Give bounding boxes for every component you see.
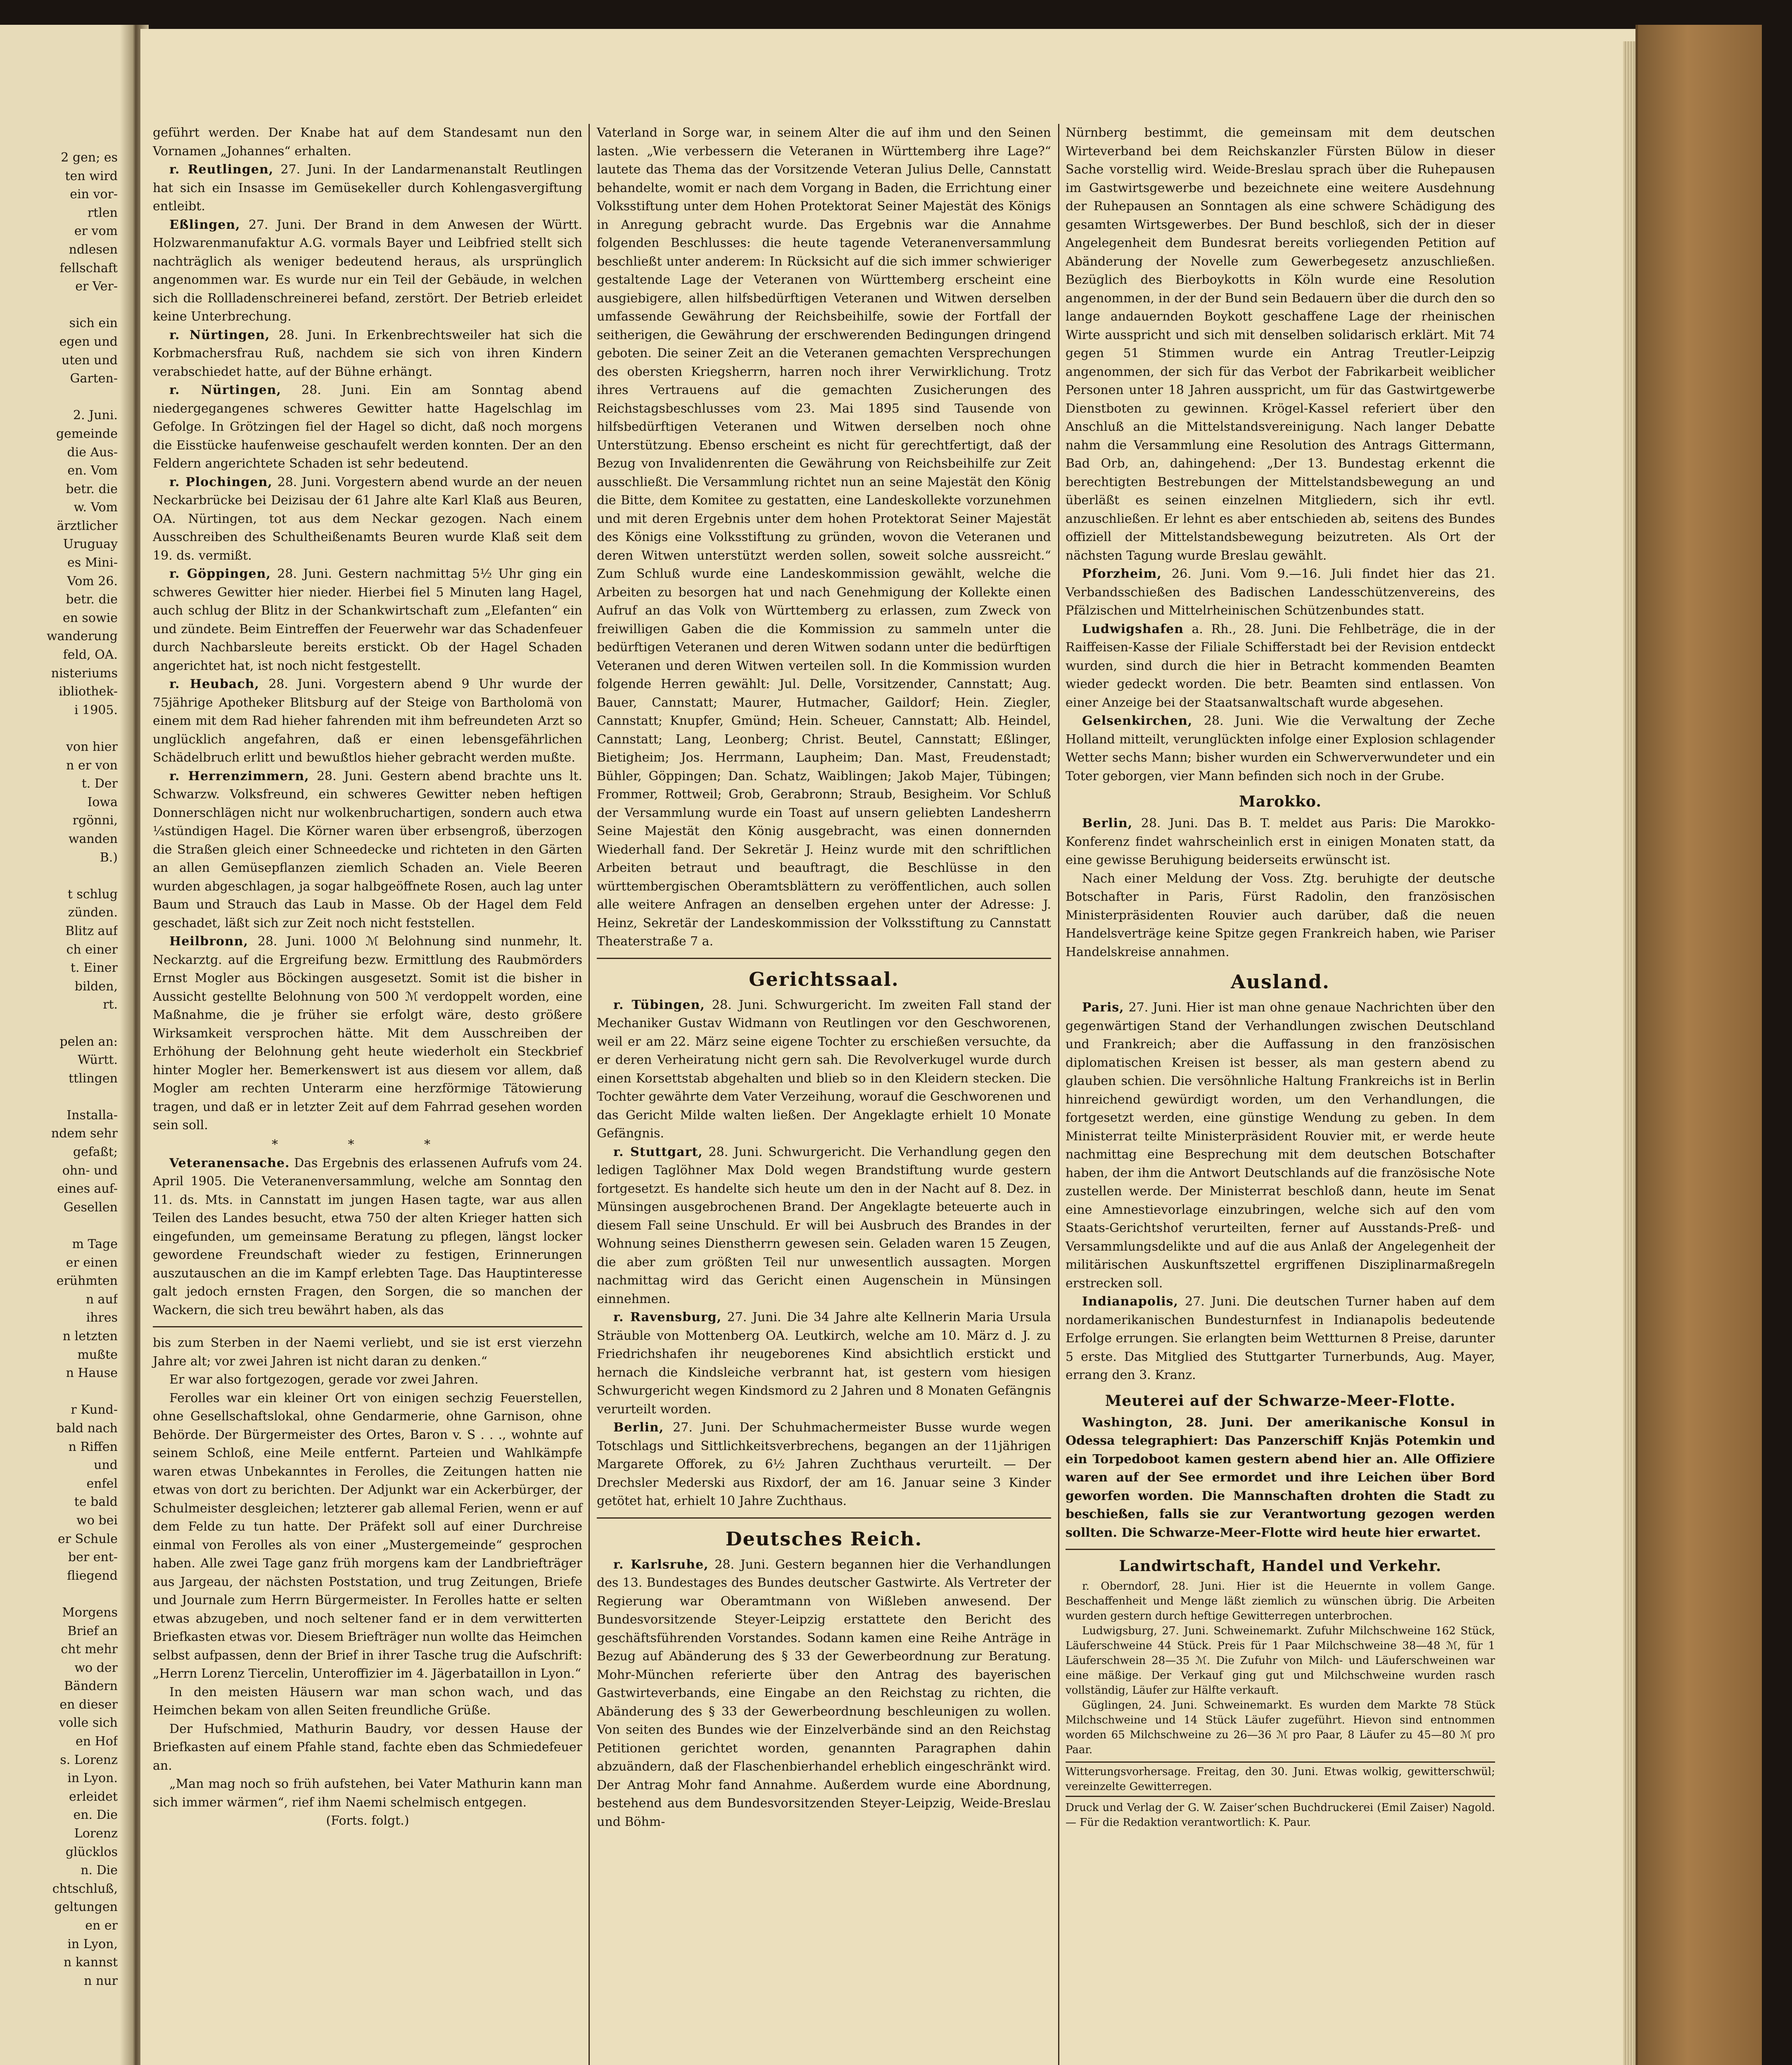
article: [153, 675, 582, 767]
left-page-fragment: n Hause: [66, 1366, 118, 1381]
left-page-fragment: ttlingen: [69, 1071, 118, 1086]
left-page-fragment: Iowa: [87, 795, 118, 809]
article: [153, 473, 582, 565]
dateline: Gelsenkirchen,: [1082, 714, 1193, 728]
left-page-fragment: [0, 296, 118, 315]
article: [597, 1308, 1051, 1419]
dateline: Pforzheim,: [1082, 567, 1162, 581]
article-text: Nach einer Meldung der Voss. Ztg. beruhigte der deutsche Botschafter in Paris, Fürst Radolin, den französischen Ministerpräsidenten Rouvier auch darüber, daß die neuen Handelsverträge keine Spitze gegen Frankreich haben, wie Pariser Handelskreise annahmen.: [1066, 871, 1495, 959]
feuilleton-text: In den meisten Häusern war man schon wach, und das Heimchen bekam von allen Seiten freundliche Grüße.: [153, 1685, 582, 1718]
left-page-fragment: rgönni,: [72, 813, 118, 828]
left-page-fragment: Württ.: [78, 1053, 118, 1068]
left-page-fragment: 2. Juni.: [73, 408, 118, 423]
left-page-fragment: rtlen: [87, 205, 118, 220]
dateline: r. Göppingen,: [169, 567, 271, 581]
section-heading-deutsches-reich: Deutsches Reich.: [725, 1527, 923, 1550]
article: [1066, 1293, 1495, 1385]
feuilleton-text: bis zum Sterben in der Naemi verliebt, und sie ist erst vierzehn Jahre alt; vor zwei Jahren ist nicht daran zu denken.“: [153, 1336, 582, 1369]
dateline: r. Nürtingen,: [169, 328, 270, 342]
left-page-fragment: egen und: [59, 334, 118, 349]
left-page-fragment: erleidet: [69, 1789, 118, 1804]
left-page-fragment: ärztlicher: [57, 518, 118, 533]
left-page-fragment: volle sich: [59, 1716, 118, 1730]
left-page-fragment: zünden.: [68, 905, 118, 920]
feuilleton-text: Ferolles war ein kleiner Ort von einigen sechzig Feuerstellen, ohne Gesellschaftslokal, ohne Gendarmerie, ohne Garnison, ohne Behörde. Der Bürgermeister des Ortes, Baron v. S . . ., wohnte auf seinem Schloß, eine Meile entfernt. Parteien und Wahlkämpfe waren etwas Unbekanntes in Ferolles, die Zeitungen hatten nie etwas von dort zu berichten. Der Adjunkt war ein Ackerbürger, der Schulmeister desgleichen; letzterer gab allemal Ferien, wenn er auf dem Felde zu tun hatte. Der Präfekt soll auf einer Durchreise einmal von Ferolles als von einer „Mustergemeinde“ gesprochen haben. Alle zwei Tage ganz früh morgens kam der Landbriefträger aus Jargeau, der nächsten Poststation, und trug Zeitungen, Briefe und Journale zum Herrn Bürgermeister. In Ferolles hatte er selten etwas abzugeben, und noch seltener fand er in dem verwitterten Briefkasten etwas vor. Diesem Briefträger nun wollte das Heimchen selbst aufpassen, denn der Brief in ihrer Tasche trug die Aufschrift: „Herrn Lorenz Tiercelin, Unteroffizier im 4. Jägerbataillon in Lyon.“: [153, 1391, 582, 1681]
left-page-fragment: erühmten: [56, 1274, 118, 1289]
article: [153, 565, 582, 675]
left-page-fragment: ten wird: [65, 169, 118, 183]
left-page-fragment: fliegend: [67, 1568, 118, 1583]
article-text: 28. Juni. Ein am Sonntag abend niedergegangenes schweres Gewitter hatte Hagelschlag im Gefolge. In Grötzingen fiel der Hagel so dicht, daß noch morgens die Eisstücke haufenweise geschaufelt werden konnten. Der an den Feldern angerichtete Schaden ist sehr bedeutend.: [153, 383, 582, 471]
left-page-fragment: [0, 1088, 118, 1106]
dateline: r. Plochingen,: [169, 475, 273, 489]
left-page-fragment: nisteriums: [51, 666, 118, 681]
left-page-fragment: ohn- und: [62, 1163, 118, 1178]
left-page-fragment: wo bei: [76, 1513, 118, 1528]
left-page-fragment: [0, 388, 118, 407]
left-page-fragment: n letzten: [62, 1329, 118, 1343]
left-page-fragment: es Mini-: [67, 555, 118, 570]
left-page-fragment: er einen: [66, 1255, 118, 1270]
left-page-fragment: n kannst: [63, 1955, 118, 1970]
left-page-fragment: r Kund-: [71, 1403, 118, 1417]
column-3: [1066, 124, 1495, 1830]
article-text: Nürnberg bestimmt, die gemeinsam mit dem deutschen Wirteverband bei dem Reichskanzler Fürsten Bülow in dieser Sache vorstellig wird. Weide-Breslau sprach über die Ruhepausen im Gastwirtsgewerbe und bezeichnete eine weitere Ausdehnung der Ruhepausen an Sonntagen als eine schwere Schädigung des gesamten Wirtsgewerbes. Der Bund beschloß, sich der in dieser Angelegenheit dem Bundesrat bereits vorliegenden Petition auf Abänderung der Novelle zum Gewerbegesetz anzuschließen. Bezüglich des Bierboykotts in Köln wurde eine Resolution angenommen, in der der Bund sein Bedauern über die durch den so lange andauernden Boykott geschaffene Lage der rheinischen Wirte ausspricht und sich mit denselben solidarisch erklärt. Mit 74 gegen 51 Stimmen wurde ein Antrag Treutler-Leipzig angenommen, der sich für das Verbot der Fabrikarbeit weiblicher Personen unter 18 Jahren ausspricht, um für das Gastwirtgewerbe Dienstboten zu gewinnen. Krögel-Kassel referiert über den Anschluß an die Mittelstandsvereinigung. Nach langer Debatte nahm die Versammlung eine Resolution des Antrags Gittermann, Bad Orb, an, dahingehend: „Der 13. Bundestag erkennt die berechtigten Bestrebungen der Mittelstandsbewegung an und überläßt es seinen einzelnen Mitgliedern, sich ihr evtl. anzuschließen. Er lehnt es aber entschieden ab, seitens des Bundes offiziell der Mittelstandsbewegung beizutreten. Als Ort der nächsten Tagung wurde Breslau gewählt.: [1066, 126, 1495, 563]
section-heading-gerichtssaal: Gerichtssaal.: [749, 968, 899, 990]
market-reports: [1066, 1579, 1495, 1757]
left-page-fragment: t. Der: [81, 776, 118, 791]
left-page-fragment: er Schule: [58, 1531, 118, 1546]
section-divider: [597, 1517, 1051, 1519]
left-page-fragment: und: [94, 1458, 118, 1473]
left-page-fragment: von hier: [66, 740, 118, 754]
article-text: 28. Juni. Vorgestern abend wurde an der neuen Neckarbrücke bei Deizisau der 61 Jahre alte Karl Klaß aus Beuren, OA. Nürtingen, tot aus dem Neckar gezogen. Nach einem Ausschreiben des Schultheißenamts Beuren wurde Klaß seit dem 19. ds. vermißt.: [153, 475, 583, 563]
left-page-fragment: gefaßt;: [73, 1145, 118, 1160]
left-page-fragment: enfel: [86, 1476, 118, 1491]
dateline: Berlin,: [1082, 816, 1133, 831]
column-2: [597, 124, 1051, 1831]
section-heading-marokko: Marokko.: [1239, 793, 1322, 810]
article: [1066, 999, 1495, 1293]
article-text: 27. Juni. Die deutschen Turner haben auf dem nordamerikanischen Bundesturnfest in Indianapolis bedeutende Erfolge errungen. Sie erlangten beim Wettturnen 8 Preise, darunter 5 erste. Das Mitglied des Stuttgarter Turnerbunds, Aug. Mayer, errang den 3. Kranz.: [1066, 1294, 1495, 1382]
column-1: [153, 124, 582, 1830]
left-page-fragment: [0, 1585, 118, 1604]
left-page-fragment: s. Lorenz: [60, 1752, 118, 1767]
left-page-fragment: m Tage: [72, 1237, 118, 1252]
left-page-edge: [0, 25, 140, 2065]
left-page-fragment: n. Die: [81, 1863, 118, 1878]
left-page-fragment: geltungen: [54, 1900, 118, 1915]
article-text: Das Ergebnis des erlassenen Aufrufs vom 24. April 1905. Die Veteranenversammlung, welche am Sonntag den 11. ds. Mts. in Cannstatt im jungen Hasen tagte, war aus allen Teilen des Landes besucht, etwa 750 der alten Krieger hatten sich eingefunden, um gemeinsame Beratung zu pflegen, längst locker gewordene Freundschaft wieder zu festigen, Erinnerungen auszutauschen an die im Kampf erlebten Tage. Das Hauptinteresse galt jedoch ernsten Fragen, den Sorgen, die so manchen der Wackern, die sich treu bewährt haben, als das: [153, 1156, 582, 1317]
dateline: Berlin,: [613, 1420, 664, 1435]
left-page-fragment: en. Vom: [67, 463, 118, 478]
left-page-fragment: Bändern: [64, 1679, 118, 1694]
weather-text: Witterungsvorhersage. Freitag, den 30. Juni. Etwas wolkig, gewitterschwül; vereinzelte Gewitterregen.: [1066, 1766, 1495, 1793]
left-page-fragment: Blitz auf: [65, 923, 118, 938]
article-text: 27. Juni. In der Landarmenanstalt Reutlingen hat sich ein Insasse im Gemüsekeller durch Kohlengasvergiftung entleibt.: [153, 162, 582, 214]
article-text: 28. Juni. Vorgestern abend 9 Uhr wurde der 75jährige Apotheker Blitsburg auf der Steige von Bartholomä von einem mit dem Rad hieher fahrenden mit ihm befreundeten Arzt so unglücklich angefahren, daß er einen lebensgefährlichen Schädelbruch erlitt und bewußtlos hieher gebracht werden mußte.: [153, 677, 582, 765]
weather-forecast: [1066, 1761, 1495, 1797]
article-text: 28. Juni. 1000 ℳ Belohnung sind nunmehr, lt. Neckarztg. auf die Ergreifung bezw. Ermittlung des Raubmörders Ernst Mogler aus Böckingen ausgesetzt. Somit ist die bisher in Aussicht gestellte Belohnung von 500 ℳ verdoppelt worden, eine Maßnahme, die je früher sie erfolgt wäre, desto größere Wirksamkeit versprochen hätte. Mit dem Ausschreiben der Erhöhung der Belohnung geht heute wiederholt ein Steckbrief hinter Mogler her. Bemerkenswert ist aus diesem vor allem, daß Mogler am rechten Unterarm eine herzförmige Tätowierung tragen, und daß er in letzter Zeit auf dem Fahrrad gesehen worden sein soll.: [153, 934, 582, 1132]
article: [153, 381, 582, 473]
left-page-fragment: en sowie: [62, 610, 118, 625]
left-page-fragment: wanderung: [46, 629, 118, 644]
column-rule: [1058, 124, 1059, 2065]
left-page-fragment: Vom 26.: [67, 574, 118, 589]
left-page-fragment: ihres: [86, 1310, 118, 1325]
dateline: r. Stuttgart,: [613, 1144, 703, 1159]
left-page-fragment: Uruguay: [63, 537, 118, 552]
left-page-fragment: ndlesen: [69, 242, 118, 257]
dateline: r. Nürtingen,: [169, 383, 281, 397]
left-page-fragment: mußte: [77, 1347, 118, 1362]
left-page-fragment: Gesellen: [63, 1200, 118, 1215]
left-page-fragment: ein vor-: [70, 187, 118, 202]
left-page-fragment: w. Vom: [74, 500, 118, 515]
dateline: Heilbronn,: [169, 934, 249, 949]
left-page-fragment: [0, 719, 118, 738]
article-text: Vaterland in Sorge war, in seinem Alter die auf ihm und den Seinen lasten. „Wie verbessern die Veteranen in Württemberg ihre Lage?“ lautete das Thema das der Vorsitzende Veteran Julius Delle, Cannstatt behandelte, womit er nach dem Vorgang in Baden, die Errichtung einer Volksstiftung unter dem Hohen Protektorat Seiner Majestät des Königs in Anregung gebracht wurde. Das Ergebnis war die Annahme folgenden Beschlusses: die heute tagende Veteranenversammlung beschließt unter anderem: In Rücksicht auf die sich immer schwieriger gestaltende Lage der Veteranen von Württemberg erscheint eine ausgiebigere, allen hilfsbedürftigen Veteranen und Witwen derselben umfassende Gewährung der Reichsbeihilfe, sowie der Fortfall der seitherigen, die Gewährung der erschwerenden Bedingungen dringend geboten. Die seiner Zeit an die Veteranen gemachten Versprechungen des obersten Kriegsherrn, harren noch ihrer Verwirklichung. Trotz ihres Vertrauens auf die gemachten Zusicherungen des Reichstagsbeschlusses vom 23. Mai 1895 sind Tausende von hilfsbedürftigen Veteranen und Witwen derselben noch ohne Unterstützung. Ebenso erscheint es nicht für gerechtfertigt, daß der Bezug von Invalidenrenten die Gewährung von Reichsbeihilfe zur Zeit ausschließt. Die Versammlung richtet nun an seine Majestät den König die Bitte, dem Komitee zu gestatten, eine Landeskollekte vorzunehmen und mit deren Ergebnis unter dem hohen Protektorat Seiner Majestät des Königs eine Volksstiftung zu gründen, wovon die Veteranen und deren Witwen unterstützt werden sollen, soweit solche aussreicht.“ Zum Schluß wurde eine Landeskommission gewählt, welche die Arbeiten zu besorgen hat und nach Genehmigung der Kollekte einen Aufruf an das Volk von Württemberg zu erlassen, zum Zweck von freiwilligen Gaben die die Kommission zu sammeln unter die bedürftigen Veteranen und deren Witwen sodann unter die bedürftigen Veteranen und deren Witwen verteilen soll. In die Kommission wurden folgende Herren gewählt: Jul. Delle, Vorsitzender, Cannstatt; Aug. Bauer, Cannstatt; Maurer, Hutmacher, Gaildorf; Hein. Ziegler, Cannstatt; Knupfer, Gmünd; Hein. Scheuer, Cannstatt; Alb. Heindel, Cannstatt; Lang, Leonberg; Christ. Beutel, Cannstatt; Eßlinger, Bietigheim; Jos. Herrmann, Laupheim; Dan. Mast, Freudenstadt; Bühler, Göppingen; Dan. Schatz, Waiblingen; Jakob Majer, Tübingen; Frommer, Rottweil; Grob, Gerabronn; Straub, Besigheim. Vor Schluß der Versammlung wurde ein Toast auf unsern geliebten Landesherrn Seine Majestät den König ausgebracht, was einen donnernden Wiederhall fand. Der Sekretär J. Heinz wurde mit den schriftlichen Arbeiten betraut und beauftragt, die Beschlüsse in den württembergischen Oberamtsblättern zu veröffentlichen, auch sollen alle weitere Anfragen an denselben ergehen unter der Adresse: J. Heinz, Sekretär der Landeskommission der Volksstiftung zu Cannstatt Theaterstraße 7 a.: [597, 126, 1051, 949]
section-heading-meuterei: Meuterei auf der Schwarze-Meer-Flotte.: [1105, 1392, 1456, 1410]
left-page-fragment: feld, OA.: [63, 648, 118, 662]
left-page-fragment: Brief an: [67, 1624, 118, 1638]
market-report: Güglingen, 24. Juni. Schweinemarkt. Es wurden dem Markte 78 Stück Milchschweine und 14 Stück Läufer zugeführt. Hievon sind entnommen worden 65 Milchschweine zu 26—36 ℳ pro Paar, 8 Läufer zu 45—80 ℳ pro Paar.: [1066, 1699, 1495, 1756]
imprint: Druck und Verlag der G. W. Zaiser’schen Buchdruckerei (Emil Zaiser) Nagold. — Für die Redaktion verantwortlich: K. Paur.: [1066, 1802, 1495, 1829]
left-page-fragment: Garten-: [70, 371, 118, 386]
left-page-fragment: Installa-: [66, 1108, 118, 1123]
left-page-fragment: [0, 867, 118, 885]
article: [597, 1419, 1051, 1511]
article-text: 28. Juni. Der amerikanische Konsul in Odessa telegraphiert: Das Panzerschiff Knjäs Potemkin und ein Torpedoboot kamen gestern abend hier an. Alle Offiziere waren auf der See ermordet und ihre Leichen über Bord geworfen worden. Die Mannschaften drohten die Stadt zu beschießen, falls sie zur Verantwortung gezogen werden sollten. Die Schwarze-Meer-Flotte wird heute hier erwartet.: [1066, 1415, 1495, 1540]
article-text: 28. Juni. In Erkenbrechtsweiler hat sich die Korbmachersfrau Ruß, nachdem sie sich von ihren Kindern verabschiedet hatte, auf der Bühne erhängt.: [153, 328, 582, 379]
left-page-fragment: uten und: [62, 353, 118, 368]
left-page-fragment: en er: [85, 1918, 118, 1933]
article: [597, 996, 1051, 1143]
left-page-fragment: sich ein: [69, 316, 118, 331]
article-text: 28. Juni. Schwurgericht. Die Verhandlung gegen den ledigen Taglöhner Max Dold wegen Brandstiftung wurde gestern fortgesetzt. Es handelte sich heute um den in der Nacht auf 8. Dez. in Münsingen ausgebrochenen Brand. Der Angeklagte beteuerte auch in diesem Fall seine Unschuld. Er will bei Ausbruch des Brandes in der Wohnung seines Dienstherrn gewesen sein. Geladen waren 15 Zeugen, die aber zum größten Teil nur unwesentlich aussagten. Morgen nachmittag wird das Gericht einen Augenschein in Münsingen einnehmen.: [597, 1144, 1051, 1306]
article: [1066, 712, 1495, 786]
left-page-fragment: betr. die: [66, 592, 118, 607]
left-page-fragment: chtschluß,: [52, 1881, 118, 1896]
left-page-fragment: wanden: [68, 831, 118, 846]
left-page-fragment: n er von: [66, 758, 118, 773]
article-text: 27. Juni. Die 34 Jahre alte Kellnerin Maria Ursula Sträuble von Mottenberg OA. Leutkirch, welche am 10. März d. J. zu Friedrichshafen ihr neugeborenes Kind absichtlich erstickt und hernach die Kindsleiche verbrannt hat, ist gestern vom hiesigen Schwurgericht wegen Kindsmord zu 2 Jahren und 8 Monaten Gefängnis verurteilt worden.: [597, 1310, 1051, 1417]
left-page-fragment: en Hof: [76, 1734, 118, 1749]
left-page-fragment: bald nach: [56, 1421, 118, 1436]
section-heading-landwirtschaft: Landwirtschaft, Handel und Verkehr.: [1119, 1557, 1442, 1575]
dateline: Eßlingen,: [169, 217, 240, 232]
article: [153, 933, 582, 1135]
article: [597, 1556, 1051, 1832]
article: [153, 767, 582, 933]
article-text: a. Rh., 28. Juni. Die Fehlbeträge, die in der Raiffeisen-Kasse der Filiale Schifferstadt bei der Revision entdeckt wurden, sind durch die hier in Betracht kommenden Beamten wieder gedeckt worden. Die betr. Beamten sind entlassen. Von einer Anzeige bei der Staatsanwaltschaft wurde abgesehen.: [1066, 622, 1495, 710]
left-page-fragment: bilden,: [74, 979, 118, 994]
left-page-fragment: ch einer: [66, 942, 118, 957]
left-page-fragment: betr. die: [66, 482, 118, 496]
book-cover: [1635, 25, 1762, 2065]
article: [153, 1154, 582, 1320]
article-text: 27. Juni. Der Brand in dem Anwesen der Württ. Holzwarenmanufaktur A.G. vormals Bayer und Leibfried stellt sich nachträglich als weniger bedeutend heraus, als ursprünglich angenommen war. Es wurde nur ein Teil der Gebäude, in welchen sich die Rollladenschreinerei befand, zerstört. Der Betrieb erleidet keine Unterbrechung.: [153, 217, 582, 324]
article: [1066, 1414, 1495, 1543]
left-page-fragment: glücklos: [65, 1844, 118, 1859]
left-page-fragment: fellschaft: [59, 261, 118, 275]
feuilleton-text: Er war also fortgezogen, gerade vor zwei Jahren.: [169, 1372, 479, 1387]
dateline: r. Heubach,: [169, 677, 259, 691]
article-text: 28. Juni. Schwurgericht. Im zweiten Fall stand der Mechaniker Gustav Widmann von Reutlingen vor den Geschworenen, weil er am 22. März seine eigene Tochter zu erschießen versuchte, da er deren Verheiratung nicht gern sah. Die Revolverkugel wurde durch einen Korsettstab abgehalten und blieb so in den Kleidern stecken. Die Tochter gewährte dem Vater Verzeihung, worauf die Geschworenen und das Gericht Milde walten ließen. Der Angeklagte erhielt 10 Monate Gefängnis.: [597, 997, 1051, 1141]
left-page-fragment: ndem sehr: [51, 1126, 118, 1141]
feuilleton-text: „Man mag noch so früh aufstehen, bei Vater Mathurin kann man sich immer wärmen“, rief ihm Naemi schelmisch entgegen.: [153, 1777, 582, 1810]
article-text: 28. Juni. Gestern begannen hier die Verhandlungen des 13. Bundestages des Bundes deutscher Gastwirte. Als Vertreter der Regierung war Oberamtmann von Wißleben anwesend. Der Bundesvorsitzende Steyer-Leipzig erstattete den Bericht des geschäftsführenden Vorstandes. Sodann kamen eine Reihe Anträge in Bezug auf Abänderung des § 33 der Gewerbeordnung zur Beratung. Mohr-München referierte über den Antrag des bayerischen Gastwirteverbands, eine Eingabe an den Reichstag zu richten, die Abänderung des § 33 der Gewerbeordnung beschleunigen zu wollen. Von seiten des Bundes wie der Einzelverbände sind an den Reichstag Petitionen gerichtet worden, genannten Paragraphen dahin abzuändern, daß der Flaschenbierhandel erheblich eingeschränkt wird. Der Antrag Mohr fand Annahme. Außerdem wurde eine Abordnung, bestehend aus dem Bundesvorsitzenden Steyer-Leipzig, Weide-Breslau und Böhm-: [597, 1557, 1051, 1829]
left-page-fragment: Morgens: [62, 1605, 118, 1620]
article-text: 26. Juni. Vom 9.—16. Juli findet hier das 21. Verbandsschießen des Badischen Landesschützenvereins, des Pfälzischen und Mittelrheinischen Schützenbundes statt.: [1066, 567, 1495, 618]
article-text: 28. Juni. Gestern nachmittag 5½ Uhr ging ein schweres Gewitter hier nieder. Hierbei fiel 5 Minuten lang Hagel, auch schlug der Blitz in der Schankwirtschaft zum „Elefanten“ ein und zündete. Beim Eintreffen der Feuerwehr war das Schadenfeuer durch Nachbarsleute bereits erstickt. Ob der Hagel Schaden angerichtet hat, ist noch nicht festgestellt.: [153, 567, 583, 673]
left-page-fragment: cht mehr: [61, 1642, 118, 1657]
left-page-fragment: er Ver-: [75, 279, 118, 294]
section-stars: * * *: [271, 1137, 464, 1152]
dateline: r. Tübingen,: [613, 997, 705, 1012]
left-page-fragment: in Lyon.: [67, 1771, 118, 1786]
article: [597, 1143, 1051, 1309]
article-text: geführt werden. Der Knabe hat auf dem Standesamt nun den Vornamen „Johannes“ erhalten.: [153, 126, 582, 159]
left-page-fragment: die Aus-: [67, 445, 118, 460]
left-page-fragment: [0, 1014, 118, 1033]
article-text: 28. Juni. Wie die Verwaltung der Zeche Holland mitteilt, verunglückten infolge einer Explosion schlagender Wetter sechs Mann; bisher wurden ein Schwerverwundeter und ein Toter geborgen, vier Mann befinden sich noch in der Grube.: [1066, 714, 1495, 783]
market-report: r. Oberndorf, 28. Juni. Hier ist die Heuernte in vollem Gange. Beschaffenheit und Menge läßt ziemlich zu wünschen übrig. Die Arbeiten wurden gestern durch heftige Gewitterregen unterbrochen.: [1066, 1580, 1495, 1622]
continued-note: (Forts. folgt.): [326, 1813, 409, 1828]
dateline: Washington,: [1082, 1415, 1173, 1430]
left-page-fragment: ber ent-: [68, 1550, 118, 1565]
left-page-fragment: t. Einer: [70, 961, 118, 976]
article: [153, 216, 582, 326]
left-page-fragment: [0, 1217, 118, 1235]
left-page-fragment: Lorenz: [74, 1826, 118, 1841]
article-text: 28. Juni. Das B. T. meldet aus Paris: Die Marokko-Konferenz findet wahrscheinlich erst in einigen Monaten statt, da eine gewisse Beruhigung beiderseits erwünscht ist.: [1066, 816, 1495, 867]
left-page-fragment: gemeinde: [56, 426, 118, 441]
left-page-fragment: pelen an:: [59, 1034, 118, 1049]
left-page-fragment: rt.: [103, 997, 118, 1012]
dateline: r. Reutlingen,: [169, 162, 274, 177]
article-text: 27. Juni. Der Schuhmachermeister Busse wurde wegen Totschlags und Sittlichkeitsverbrechens, begangen an der 11jährigen Margarete Offorek, zu 6½ Jahren Zuchthaus verurteilt. — Der Drechsler Mederski aus Rixdorf, der am 16. Januar seine 3 Kinder getötet hat, erhielt 10 Jahre Zuchthaus.: [597, 1420, 1051, 1508]
feuilleton: [153, 1334, 582, 1830]
left-page-fragment: i 1905.: [74, 703, 118, 717]
left-page-fragment: eines auf-: [57, 1182, 118, 1196]
column-rule: [589, 124, 590, 2065]
left-page-fragment: te bald: [74, 1495, 118, 1510]
left-page-fragment: [0, 1383, 118, 1401]
dateline: r. Herrenzimmern,: [169, 769, 309, 783]
left-page-fragment: 2 gen; es: [61, 150, 118, 165]
feuilleton-text: Der Hufschmied, Mathurin Baudry, vor dessen Hause der Briefkasten auf einem Pfahle stand, fachte eben das Schmiedefeuer an.: [153, 1721, 582, 1773]
section-divider: [1066, 1549, 1495, 1550]
article: [153, 326, 582, 382]
article: [1066, 565, 1495, 620]
dateline: Veteranensache.: [169, 1156, 290, 1170]
feuilleton-divider: [153, 1326, 582, 1327]
article-text: 27. Juni. Hier ist man ohne genaue Nachrichten über den gegenwärtigen Stand der Verhandlungen zwischen Deutschland und Frankreich; aber die Auffassung in den französischen diplomatischen Kreisen ist besser, als man gestern abend zu glauben schien. Die versöhnliche Haltung Frankreichs ist in Berlin hinreichend gewürdigt worden, um den Verhandlungen, die fortgesetzt werden, eine günstige Wendung zu geben. In dem Ministerrat teilte Ministerpräsident Rouvier mit, er werde heute nachmittag eine Besprechung mit dem deutschen Botschafter haben, der ihm die Antwort Deutschlands auf die französische Note zustellen werde. Der Ministerrat beschloß dann, heute im Senat eine Amnestievorlage einzubringen, welche sich auf den vom Staats-Gerichtshof verurteilten, ferner auf Ausstands-Preß- und Versammlungsdelikte und auf die aus Anlaß der Angelegenheit der militärischen Auskunftszettel ergriffenen Disziplinarmaßregeln erstrecken soll.: [1066, 1000, 1495, 1291]
dateline: r. Ravensburg,: [613, 1310, 722, 1324]
dateline: Indianapolis,: [1082, 1294, 1179, 1309]
left-page-fragment: ibliothek-: [59, 684, 118, 699]
left-page-fragment: en. Die: [73, 1808, 118, 1823]
left-page-fragment: t schlug: [67, 887, 118, 902]
dateline: Ludwigshafen: [1082, 622, 1184, 636]
left-page-fragment: n auf: [85, 1292, 118, 1307]
article: [153, 161, 582, 216]
market-report: Ludwigsburg, 27. Juni. Schweinemarkt. Zufuhr Milchschweine 162 Stück, Läuferschweine 44 Stück. Preis für 1 Paar Milchschweine 38—48 ℳ, für 1 Läuferschwein 28—35 ℳ. Die Zufuhr von Milch- und Läuferschweinen war eine mäßige. Der Verkauf ging gut und Milchschweine wurden rasch vollständig, Läufer zur Hälfte verkauft.: [1066, 1625, 1495, 1697]
section-heading-ausland: Ausland.: [1231, 971, 1330, 993]
left-page-fragment: B.): [100, 850, 118, 865]
article: [1066, 814, 1495, 870]
section-divider: [597, 958, 1051, 959]
left-page-fragment: n Riffen: [68, 1439, 118, 1454]
left-page-fragment: en dieser: [59, 1697, 118, 1712]
dateline: Paris,: [1082, 1000, 1124, 1015]
left-page-fragment: n nur: [84, 1973, 118, 1988]
article-text: 28. Juni. Gestern abend brachte uns lt. Schwarzw. Volksfreund, ein schweres Gewitter neben heftigen Donnerschlägen nicht nur wolkenbruchartigen, sondern auch etwa ¼stündigen Hagel. Die Körner waren über erbsengroß, überzogen die Straßen gleich einer Schneedecke und richteten in den Gärten an allen Gemüsepflanzen ziemlich Schaden an. Viele Beeren wurden abgeschlagen, ja sogar halbgeöffnete Rosen, auch lag unter Baum und Strauch das Laub in Masse. Ob der Hagel dem Feld geschadet, läßt sich zur Zeit noch nicht feststellen.: [153, 769, 582, 930]
left-page-fragment: er vom: [74, 224, 118, 239]
article: [1066, 620, 1495, 712]
left-page-fragments: [0, 149, 118, 1990]
left-page-fragment: in Lyon,: [67, 1937, 118, 1951]
dateline: r. Karlsruhe,: [613, 1557, 709, 1572]
left-page-fragment: wo der: [74, 1660, 118, 1675]
